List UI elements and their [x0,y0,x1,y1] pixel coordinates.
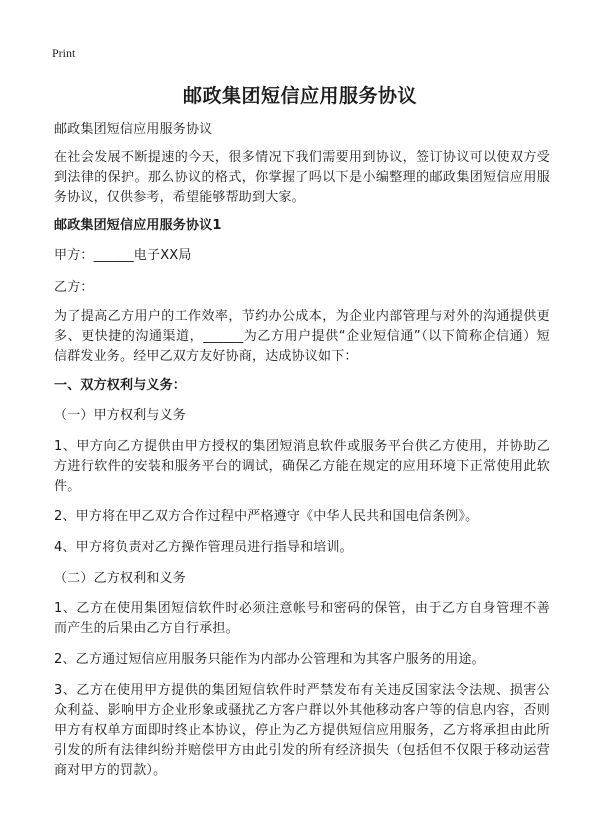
document-title: 邮政集团短信应用服务协议 [182,85,417,107]
party-b-clause-3: 3、乙方在使用甲方提供的集团短信软件时严禁发布有关违反国家法令法规、损害公众利益、影响甲方企业形象或骚扰乙方客户群以外其他移动客户等的信息内容，否则甲方有权单方面即时终止本协议，停止为乙方提供短信应用服务，乙方将承担由此所引发的所有法律纠纷并赔偿甲方由此引发的所有经济损失（包括但不仅限于移动运营商对甲方的罚款）。 [54,683,550,778]
party-a-clause-2: 2、甲方将在甲乙双方合作过程中严格遵守《中华人民共和国电信条例》。 [54,509,479,524]
preamble-paragraph: 为了提高乙方用户的工作效率，节约办公成本，为企业内部管理与对外的沟通提供更多、更快捷的沟通渠道，______为乙方用户提供“企业短信通”（以下简称企信通）短信群发业务。经甲乙双方友好协商，达成协议如下： [54,309,550,364]
section1-heading: 邮政集团短信应用服务协议1 [54,218,222,233]
intro-paragraph: 在社会发展不断提速的今天，很多情况下我们需要用到协议，签订协议可以使双方受到法律的保护。那么协议的格式，你掌握了吗以下是小编整理的邮政集团短信应用服务协议，仅供参考，希望能够帮助到大家。 [54,150,550,205]
party-b-clause-2: 2、乙方通过短信应用服务只能作为内部办公管理和为其客户服务的用途。 [54,652,485,667]
party-a-clause-1: 1、甲方向乙方提供由甲方授权的集团短消息软件或服务平台供乙方使用，并协助乙方进行软件的安装和服务平台的调试，确保乙方能在规定的应用环境下正常使用此软件。 [54,439,550,494]
document-subtitle: 邮政集团短信应用服务协议 [54,122,213,137]
party-a-clause-4: 4、甲方将负责对乙方操作管理员进行指导和培训。 [54,540,353,555]
party-a-line: 甲方：______电子XX局 [54,248,192,263]
party-b-rights-heading: （二）乙方权利和义务 [54,571,187,586]
party-a-rights-heading: （一）甲方权利与义务 [54,408,187,423]
party-b-clause-1: 1、乙方在使用集团短信软件时必须注意帐号和密码的保管，由于乙方自身管理不善而产生的后果由乙方自行承担。 [54,601,550,636]
rights-heading: 一、双方权利与义务： [54,378,187,393]
print-link[interactable]: Print [52,46,76,60]
party-b-line: 乙方： [54,280,94,295]
